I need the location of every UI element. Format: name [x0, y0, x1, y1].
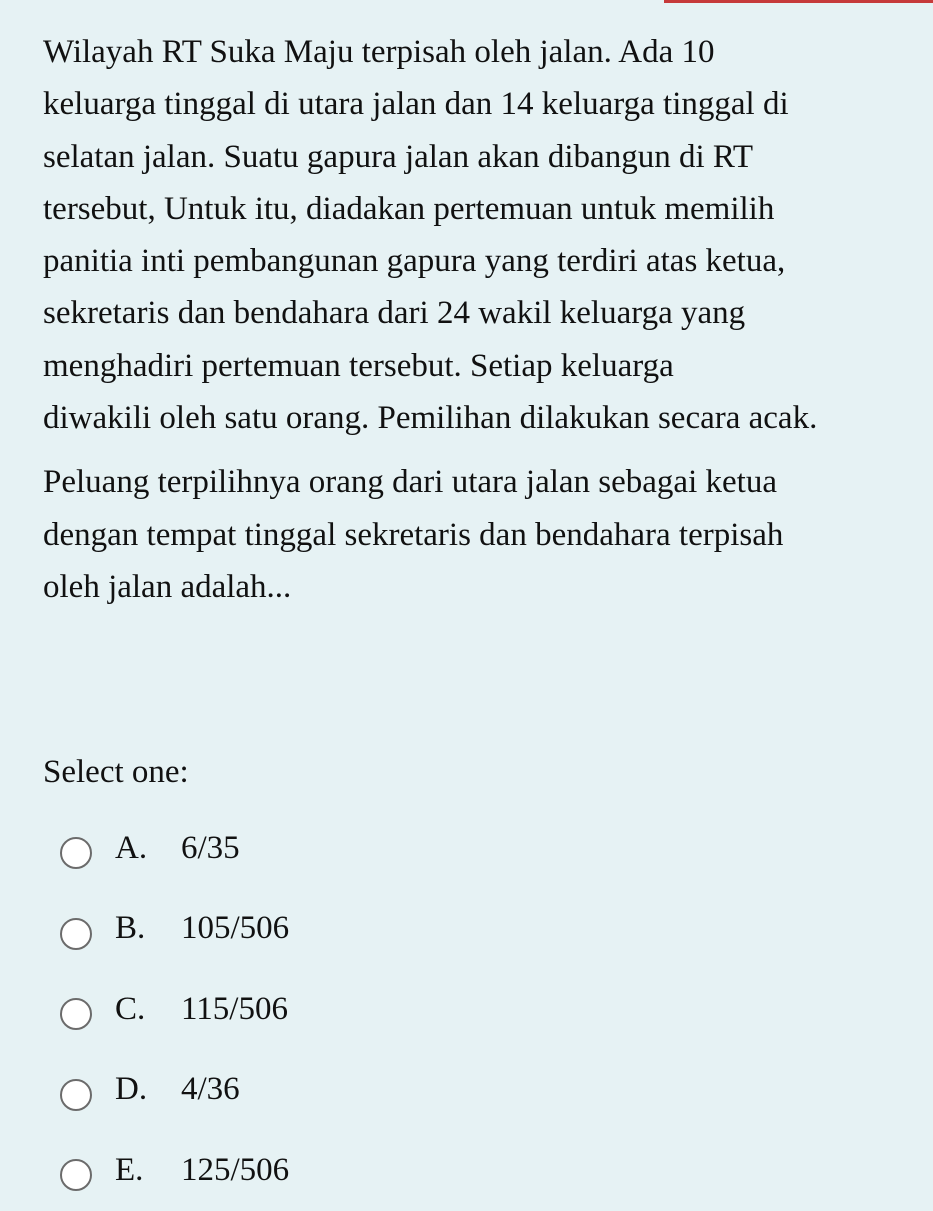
- question-paragraph-1: [43, 26, 923, 444]
- radio-button-e[interactable]: [60, 1159, 92, 1191]
- question-line: sekretaris dan bendahara dari 24 wakil keluarga yang: [43, 295, 746, 332]
- option-text: 6/35: [181, 829, 240, 866]
- option-b[interactable]: [60, 889, 660, 970]
- question-line: selatan jalan. Suatu gapura jalan akan dibangun di RT: [43, 138, 754, 175]
- option-text: 105/506: [181, 910, 290, 947]
- question-line: Wilayah RT Suka Maju terpisah oleh jalan. Ada 10: [43, 34, 715, 70]
- option-c[interactable]: [60, 969, 660, 1050]
- option-text: 115/506: [181, 990, 288, 1027]
- option-d[interactable]: [60, 1050, 660, 1131]
- question-line: panitia inti pembangunan gapura yang terdiri atas ketua,: [43, 243, 786, 280]
- question-line: diwakili oleh satu orang. Pemilihan dilakukan secara acak.: [43, 400, 818, 437]
- question-line: dengan tempat tinggal sekretaris dan bendahara terpisah: [43, 516, 784, 553]
- option-letter: A.: [115, 829, 148, 866]
- option-text: 125/506: [181, 1151, 290, 1188]
- question-line: keluarga tinggal di utara jalan dan 14 keluarga tinggal di: [43, 86, 789, 123]
- option-letter: C.: [115, 990, 146, 1027]
- select-one-prompt: Select one:: [43, 754, 189, 790]
- question-line: oleh jalan adalah...: [43, 568, 292, 605]
- radio-button-b[interactable]: [60, 918, 92, 950]
- answer-options: [60, 808, 660, 1211]
- question-text: [43, 26, 923, 613]
- radio-button-d[interactable]: [60, 1079, 92, 1111]
- option-e[interactable]: [60, 1130, 660, 1211]
- option-letter: E.: [115, 1151, 144, 1188]
- option-text: 4/36: [181, 1071, 240, 1108]
- question-paragraph-2: [43, 456, 923, 613]
- question-line: Peluang terpilihnya orang dari utara jalan sebagai ketua: [43, 464, 777, 501]
- question-line: menghadiri pertemuan tersebut. Setiap keluarga: [43, 347, 674, 384]
- option-letter: D.: [115, 1071, 148, 1108]
- radio-button-a[interactable]: [60, 837, 92, 869]
- radio-button-c[interactable]: [60, 998, 92, 1030]
- option-letter: B.: [115, 910, 146, 947]
- question-line: tersebut, Untuk itu, diadakan pertemuan untuk memilih: [43, 190, 775, 227]
- option-a[interactable]: [60, 808, 660, 889]
- top-accent-bar: [664, 0, 933, 3]
